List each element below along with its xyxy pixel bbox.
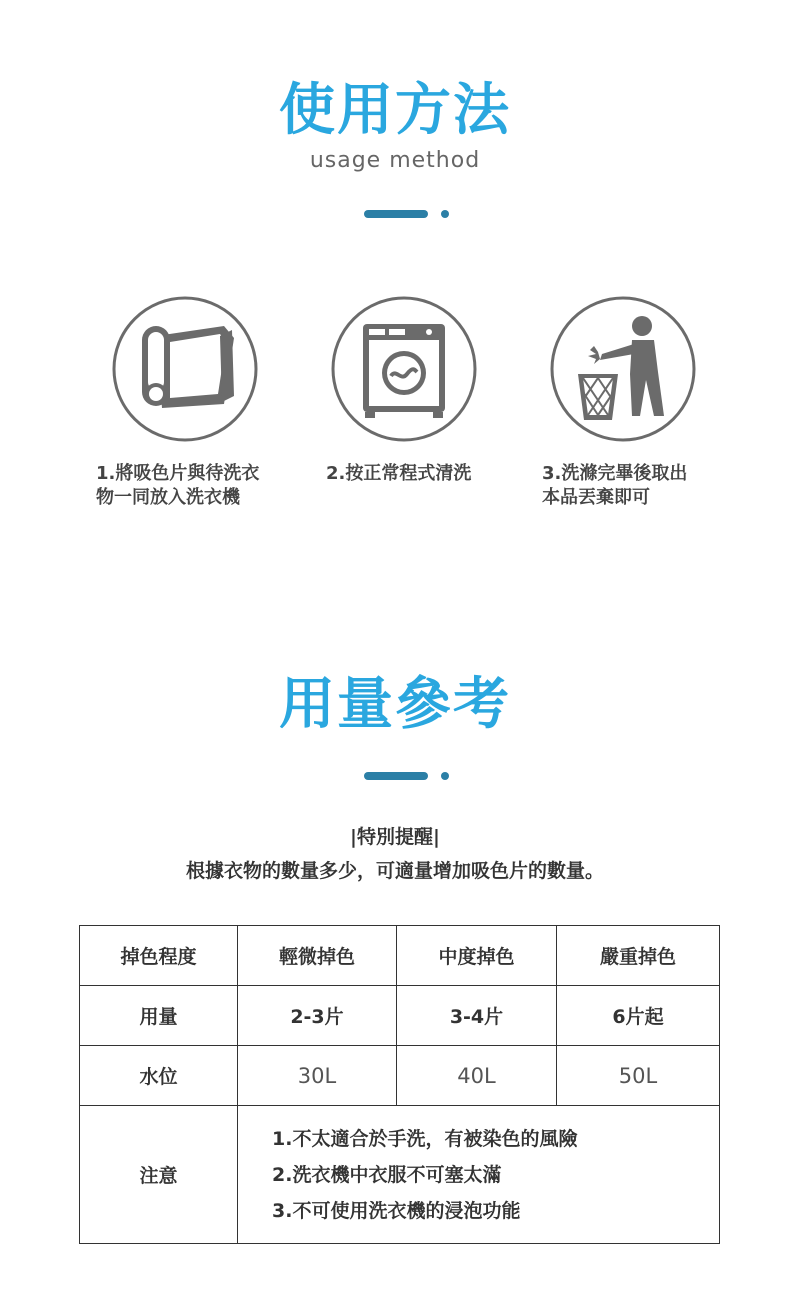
rolled-sheet-icon xyxy=(112,296,258,442)
table-header-cell: 嚴重掉色 xyxy=(557,926,720,986)
note-item: 1.不太適合於手洗，有被染色的風險 xyxy=(272,1127,578,1150)
step-3-text: 3.洗滌完畢後取出 本品丟棄即可 xyxy=(542,463,688,508)
table-row xyxy=(80,926,720,986)
table-header-cell: 中度掉色 xyxy=(397,926,557,986)
notes-label: 注意 xyxy=(80,1106,238,1244)
special-notice-text: 根據衣物的數量多少，可適量增加吸色片的數量。 xyxy=(185,860,604,882)
washing-machine-icon xyxy=(331,296,477,442)
table-cell: 6片起 xyxy=(557,986,720,1046)
usage-method-title: 使用方法 xyxy=(279,78,511,143)
note-item: 2.洗衣機中衣服不可塞太滿 xyxy=(272,1163,502,1186)
table-header-cell: 輕微掉色 xyxy=(238,926,397,986)
table-cell: 水位 xyxy=(80,1046,238,1106)
table-cell: 30L xyxy=(238,1046,397,1106)
table-row xyxy=(80,986,720,1046)
notes-cell xyxy=(238,1106,720,1244)
table-cell: 用量 xyxy=(80,986,238,1046)
dosage-table xyxy=(79,925,720,1244)
note-item: 3.不可使用洗衣機的浸泡功能 xyxy=(272,1199,521,1222)
table-row xyxy=(80,1046,720,1106)
table-cell: 40L xyxy=(397,1046,557,1106)
dosage-reference-title: 用量參考 xyxy=(279,672,511,737)
trash-disposal-icon xyxy=(550,296,696,442)
usage-method-subtitle: usage method xyxy=(309,148,481,173)
table-cell: 2-3片 xyxy=(238,986,397,1046)
table-header-cell: 掉色程度 xyxy=(80,926,238,986)
table-row xyxy=(80,1106,720,1244)
step-1-text: 1.將吸色片與待洗衣 物一同放入洗衣機 xyxy=(96,463,260,508)
table-cell: 3-4片 xyxy=(397,986,557,1046)
step-2-text: 2.按正常程式清洗 xyxy=(326,463,472,484)
special-notice-title: |特別提醒| xyxy=(350,826,440,848)
table-cell: 50L xyxy=(557,1046,720,1106)
